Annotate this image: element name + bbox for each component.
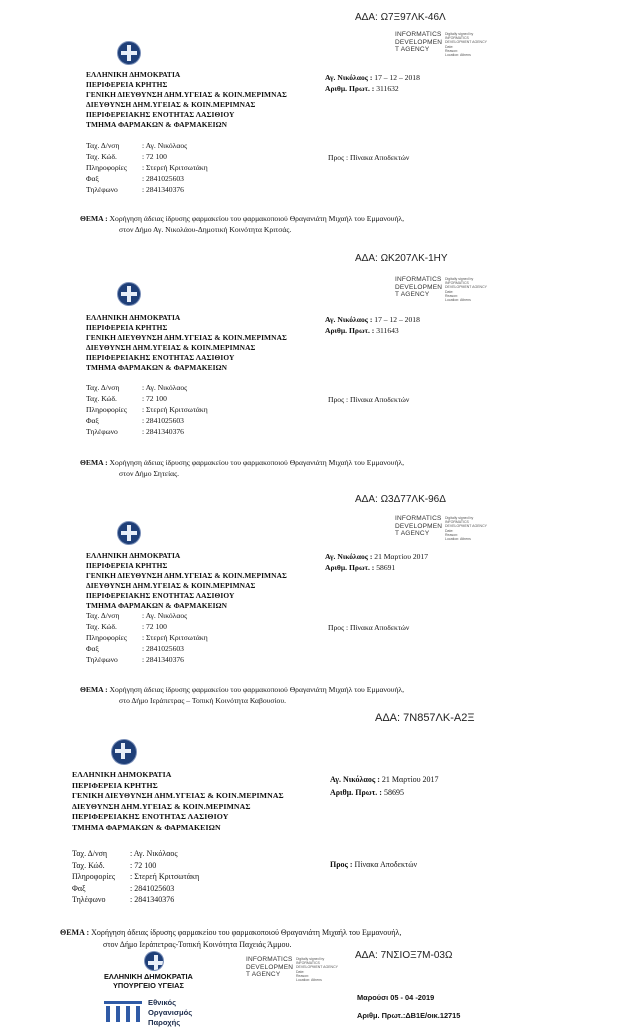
ada-number: ΑΔΑ: Ω7Ξ97ΛΚ-46Λ bbox=[355, 12, 446, 23]
digital-signature-stamp: INFORMATICS DEVELOPMEN T AGENCY Digitally signed by INFORMATICS DEVELOPMENT AGENCY Date: Reason: Location: Athens bbox=[246, 956, 338, 983]
date-prot-block: Αγ. Νικόλαος : 21 Μαρτίου 2017 Αριθμ. Πρωτ. : 58695 bbox=[330, 775, 439, 797]
issuer-block: ΕΛΛΗΝΙΚΗ ΔΗΜΟΚΡΑΤΙΑ ΠΕΡΙΦΕΡΕΙΑ ΚΡΗΤΗΣ ΓΕΝΙΚΗ ΔΙΕΥΘΥΝΣΗ ΔΗΜ.ΥΓΕΙΑΣ & ΚΟΙΝ.ΜΕΡΙΜΝΑΣ ΔΙΕΥΘΥΝΣΗ ΔΗΜ.ΥΓΕΙΑΣ & ΚΟΙΝ.ΜΕΡΙΜΝΑΣ ΠΕΡΙΦΕΡΕΙΑΚΗΣ ΕΝΟΤΗΤΑΣ ΛΑΣΙΘΙΟΥ ΤΜΗΜΑ ΦΑΡΜΑΚΩΝ & ΦΑΡΜΑΚΕΙΩΝ bbox=[86, 70, 287, 129]
subject: ΘΕΜΑ : Χορήγηση άδειας ίδρυσης φαρμακείου του φαρμακοποιού Θραγανιάτη Μιχαήλ του Εμμανουήλ, στον Δήμο Ιεράπετρας-Τοπική Κοινότητα Παχειάς Άμμου. bbox=[60, 928, 402, 949]
subject: ΘΕΜΑ : Χορήγηση άδειας ίδρυσης φαρμακείου του φαρμακοποιού Θραγανιάτη Μιχαήλ του Εμμανουήλ, στον Δήμο Αγ. Νικολάου-Δημοτική Κοινότητα Κριτσάς. bbox=[80, 214, 404, 234]
contact-info: Ταχ. Δ/νση : Αγ. Νικόλαος Ταχ. Κώδ. : 72 100 Πληροφορίες : Στερεή Κριτσωτάκη Φαξ : 2841025603 Τηλέφωνο : 2841340376 bbox=[86, 141, 208, 194]
recipients: Προς : Πίνακα Αποδεκτών bbox=[328, 395, 410, 404]
greek-emblem-icon bbox=[118, 42, 140, 64]
greek-emblem-icon bbox=[118, 283, 140, 305]
contact-info: Ταχ. Δ/νση : Αγ. Νικόλαος Ταχ. Κώδ. : 72 100 Πληροφορίες : Στερεή Κριτσωτάκη Φαξ : 2841025603 Τηλέφωνο : 2841340376 bbox=[86, 383, 208, 436]
digital-signature-stamp: INFORMATICS DEVELOPMEN T AGENCY Digitally signed by INFORMATICS DEVELOPMENT AGENCY Date: Reason: Location: Athens bbox=[395, 276, 487, 303]
greek-emblem-icon bbox=[112, 740, 136, 764]
footer-prot: Αριθμ. Πρωτ.:ΔΒ1Ε/οικ.12715 bbox=[357, 1011, 461, 1020]
ada-number: ΑΔΑ: ΩΚ207ΛΚ-1ΗΥ bbox=[355, 253, 448, 264]
recipients: Προς : Πίνακα Αποδεκτών bbox=[328, 623, 410, 632]
date-prot-block: Αγ. Νικόλαος : 17 – 12 – 2018 Αριθμ. Πρωτ. : 311632 bbox=[325, 73, 420, 93]
contact-info: Ταχ. Δ/νση : Αγ. Νικόλαος Ταχ. Κώδ. : 72 100 Πληροφορίες : Στερεή Κριτσωτάκη Φαξ : 2841025603 Τηλέφωνο : 2841340376 bbox=[86, 611, 208, 664]
recipients: Προς : Πίνακα Αποδεκτών bbox=[328, 153, 410, 162]
ada-number: ΑΔΑ: 7Ν857ΛΚ-Α2Ξ bbox=[375, 712, 475, 724]
digital-signature-stamp: INFORMATICS DEVELOPMEN T AGENCY Digitally signed by INFORMATICS DEVELOPMENT AGENCY Date: Reason: Location: Athens bbox=[395, 31, 487, 58]
ada-number: ΑΔΑ: Ω3Δ77ΛΚ-96Δ bbox=[355, 494, 446, 505]
ministry-block: ΕΛΛΗΝΙΚΗ ΔΗΜΟΚΡΑΤΙΑ ΥΠΟΥΡΓΕΙΟ ΥΓΕΙΑΣ bbox=[104, 972, 193, 990]
ada-number: ΑΔΑ: 7ΝΣΙΟΞ7Μ-03Ω bbox=[355, 950, 453, 961]
subject: ΘΕΜΑ : Χορήγηση άδειας ίδρυσης φαρμακείου του φαρμακοποιού Θραγανιάτη Μιχαήλ του Εμμανουήλ, στο Δήμο Ιεράπετρας – Τοπική Κοινότητα Καβουσίου. bbox=[80, 685, 404, 705]
greek-emblem-icon bbox=[118, 522, 140, 544]
subject: ΘΕΜΑ : Χορήγηση άδειας ίδρυσης φαρμακείου του φαρμακοποιού Θραγανιάτη Μιχαήλ του Εμμανουήλ, στον Δήμο Σητείας. bbox=[80, 458, 404, 478]
date-prot-block: Αγ. Νικόλαος : 17 – 12 – 2018 Αριθμ. Πρωτ. : 311643 bbox=[325, 315, 420, 335]
digital-signature-stamp: INFORMATICS DEVELOPMEN T AGENCY Digitally signed by INFORMATICS DEVELOPMENT AGENCY Date: Reason: Location: Athens bbox=[395, 515, 487, 542]
eopyy-name: Εθνικός Οργανισμός Παροχής bbox=[148, 998, 193, 1027]
recipients: Προς : Πίνακα Αποδεκτών bbox=[330, 860, 418, 869]
issuer-block: ΕΛΛΗΝΙΚΗ ΔΗΜΟΚΡΑΤΙΑ ΠΕΡΙΦΕΡΕΙΑ ΚΡΗΤΗΣ ΓΕΝΙΚΗ ΔΙΕΥΘΥΝΣΗ ΔΗΜ.ΥΓΕΙΑΣ & ΚΟΙΝ.ΜΕΡΙΜΝΑΣ ΔΙΕΥΘΥΝΣΗ ΔΗΜ.ΥΓΕΙΑΣ & ΚΟΙΝ.ΜΕΡΙΜΝΑΣ ΠΕΡΙΦΕΡΕΙΑΚΗΣ ΕΝΟΤΗΤΑΣ ΛΑΣΙΘΙΟΥ ΤΜΗΜΑ ΦΑΡΜΑΚΩΝ & ΦΑΡΜΑΚΕΙΩΝ bbox=[72, 770, 284, 832]
footer-date: Μαρούσι 05 - 04 -2019 bbox=[357, 993, 435, 1002]
issuer-block: ΕΛΛΗΝΙΚΗ ΔΗΜΟΚΡΑΤΙΑ ΠΕΡΙΦΕΡΕΙΑ ΚΡΗΤΗΣ ΓΕΝΙΚΗ ΔΙΕΥΘΥΝΣΗ ΔΗΜ.ΥΓΕΙΑΣ & ΚΟΙΝ.ΜΕΡΙΜΝΑΣ ΔΙΕΥΘΥΝΣΗ ΔΗΜ.ΥΓΕΙΑΣ & ΚΟΙΝ.ΜΕΡΙΜΝΑΣ ΠΕΡΙΦΕΡΕΙΑΚΗΣ ΕΝΟΤΗΤΑΣ ΛΑΣΙΘΙΟΥ ΤΜΗΜΑ ΦΑΡΜΑΚΩΝ & ΦΑΡΜΑΚΕΙΩΝ bbox=[86, 551, 287, 610]
greek-emblem-icon bbox=[145, 952, 163, 970]
date-prot-block: Αγ. Νικόλαος : 21 Μαρτίου 2017 Αριθμ. Πρωτ. : 58691 bbox=[325, 552, 429, 572]
issuer-block: ΕΛΛΗΝΙΚΗ ΔΗΜΟΚΡΑΤΙΑ ΠΕΡΙΦΕΡΕΙΑ ΚΡΗΤΗΣ ΓΕΝΙΚΗ ΔΙΕΥΘΥΝΣΗ ΔΗΜ.ΥΓΕΙΑΣ & ΚΟΙΝ.ΜΕΡΙΜΝΑΣ ΔΙΕΥΘΥΝΣΗ ΔΗΜ.ΥΓΕΙΑΣ & ΚΟΙΝ.ΜΕΡΙΜΝΑΣ ΠΕΡΙΦΕΡΕΙΑΚΗΣ ΕΝΟΤΗΤΑΣ ΛΑΣΙΘΙΟΥ ΤΜΗΜΑ ΦΑΡΜΑΚΩΝ & ΦΑΡΜΑΚΕΙΩΝ bbox=[86, 313, 287, 372]
contact-info: Ταχ. Δ/νση : Αγ. Νικόλαος Ταχ. Κώδ. : 72 100 Πληροφορίες : Στερεή Κριτσωτάκη Φαξ : 2841025603 Τηλέφωνο : 2841340376 bbox=[72, 849, 200, 905]
